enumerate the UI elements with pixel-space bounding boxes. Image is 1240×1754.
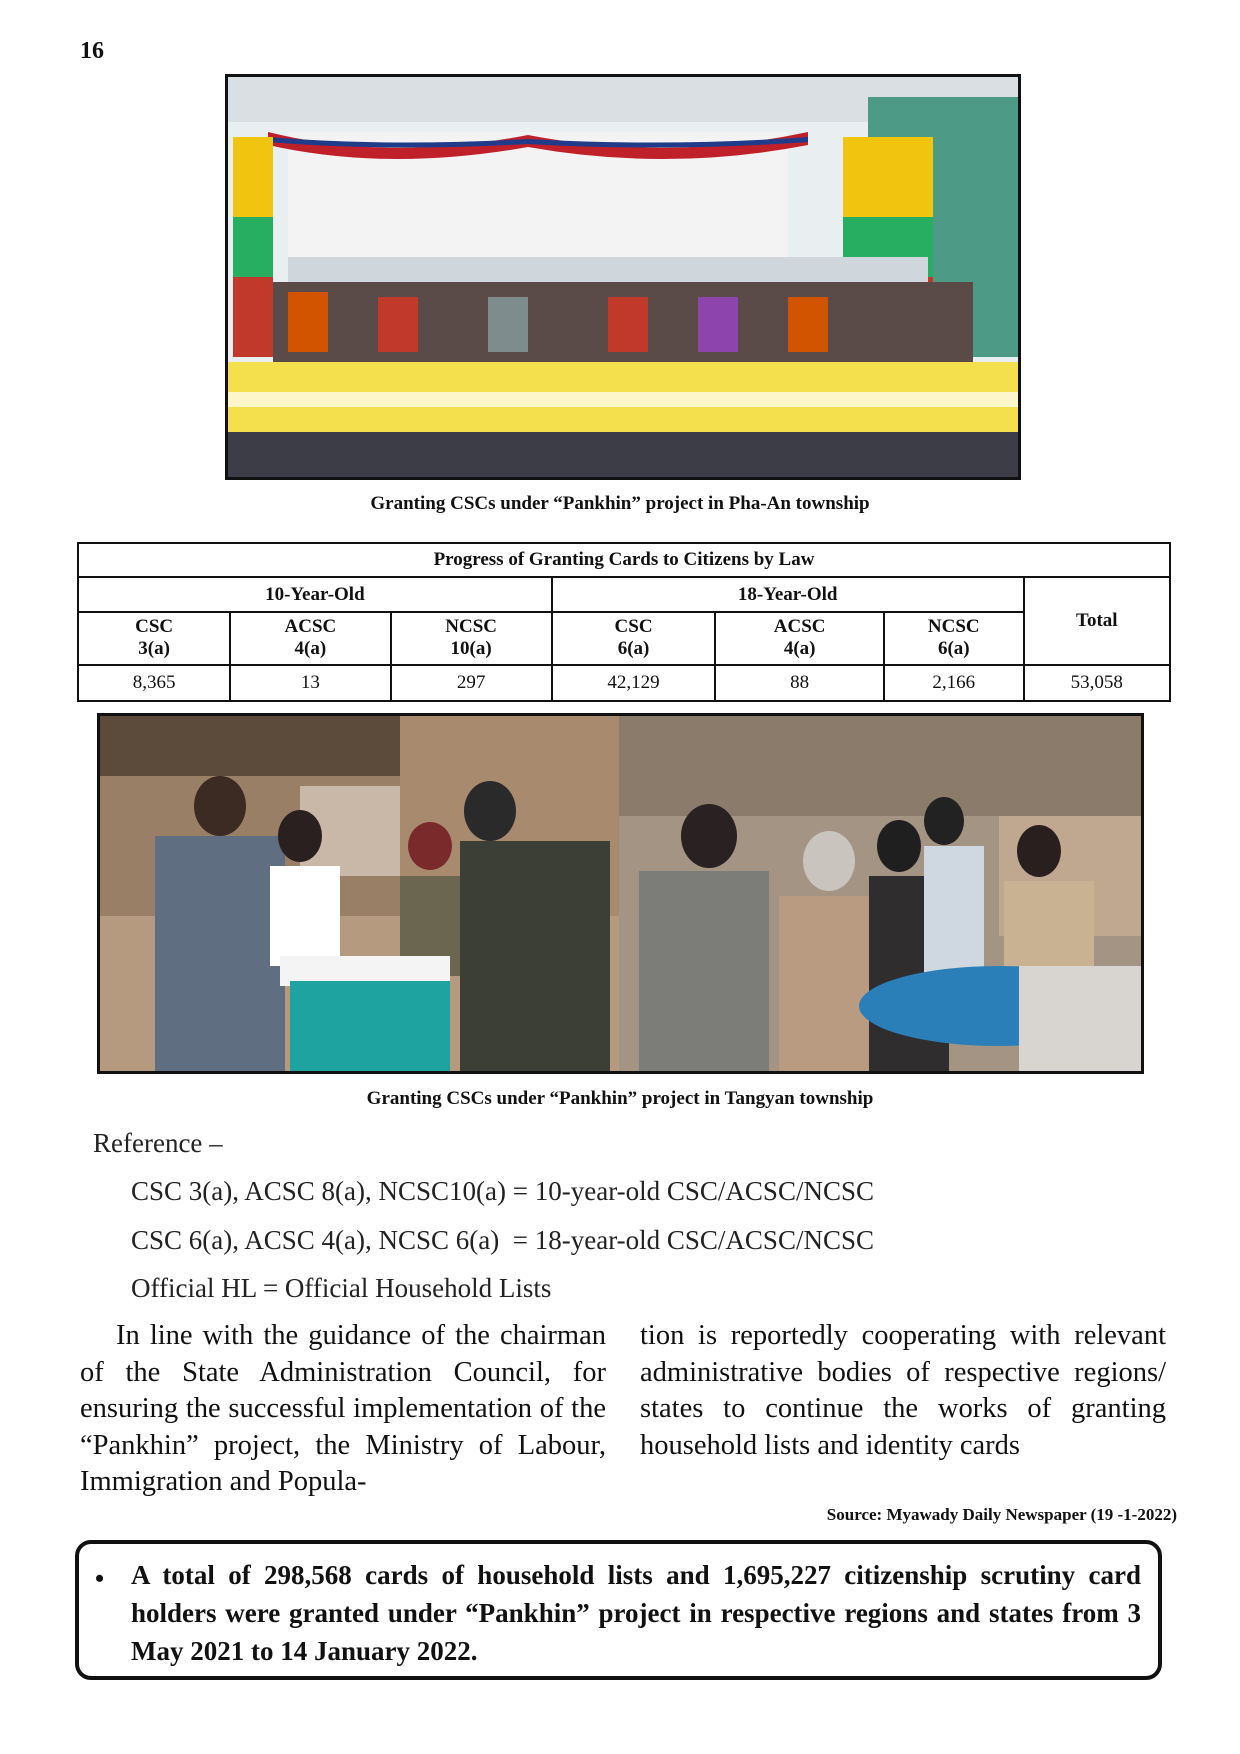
col-header: ACSC 4(a) xyxy=(230,612,390,665)
photo-pha-an-ceremony xyxy=(225,74,1021,480)
photo2-caption: Granting CSCs under “Pankhin” project in Tangyan township xyxy=(366,1088,874,1109)
col-header: NCSC 10(a) xyxy=(391,612,552,665)
photo1-caption: Granting CSCs under “Pankhin” project in Pha-An township xyxy=(370,493,870,514)
table-cell: 88 xyxy=(715,665,884,702)
body-right-column: tion is reportedly cooperating with relevant administrative bodies of respective regions/ states to continue the works of granting household lists and identity cards xyxy=(640,1320,1166,1461)
progress-table xyxy=(77,542,1171,702)
table-cell: 297 xyxy=(391,665,552,702)
col-header: ACSC 4(a) xyxy=(715,612,884,665)
reference-line: Official HL = Official Household Lists xyxy=(131,1273,552,1303)
total-header: Total xyxy=(1024,577,1170,664)
group-10-year: 10-Year-Old xyxy=(78,577,552,611)
reference-line: CSC 6(a), ACSC 4(a), NCSC 6(a) = 18-year-old CSC/ACSC/NCSC xyxy=(131,1225,874,1255)
table-cell: 2,166 xyxy=(884,665,1024,702)
col-header: CSC 3(a) xyxy=(78,612,230,665)
bullet-icon: • xyxy=(95,1564,105,1593)
reference-line: CSC 3(a), ACSC 8(a), NCSC10(a) = 10-year-old CSC/ACSC/NCSC xyxy=(131,1176,874,1206)
table-cell: 42,129 xyxy=(552,665,716,702)
col-header: CSC 6(a) xyxy=(552,612,716,665)
table-cell: 13 xyxy=(230,665,390,702)
group-18-year: 18-Year-Old xyxy=(552,577,1024,611)
body-left-column: In line with the guidance of the chairman of the State Administration Council, for ensuring the successful implementation of the “Pankhin” project, the Ministry of Labour, Immigration and Popula- xyxy=(80,1320,606,1497)
summary-text: A total of 298,568 cards of household lists and 1,695,227 citizenship scrutiny card holders were granted under “Pankhin” project in respective regions and states from 3 May 2021 to 14 January 2022. xyxy=(131,1560,1141,1666)
col-header: NCSC 6(a) xyxy=(884,612,1024,665)
photo-tangyan-right xyxy=(619,713,1144,1074)
table-cell: 8,365 xyxy=(78,665,230,702)
page-number: 16 xyxy=(80,38,104,64)
reference-heading: Reference – xyxy=(93,1128,223,1158)
table-title: Progress of Granting Cards to Citizens by Law xyxy=(78,543,1170,577)
table-cell-total: 53,058 xyxy=(1024,665,1170,702)
summary-box xyxy=(75,1540,1162,1680)
photo-tangyan-left xyxy=(97,713,625,1074)
source-citation: Source: Myawady Daily Newspaper (19 -1-2022) xyxy=(826,1505,1177,1524)
